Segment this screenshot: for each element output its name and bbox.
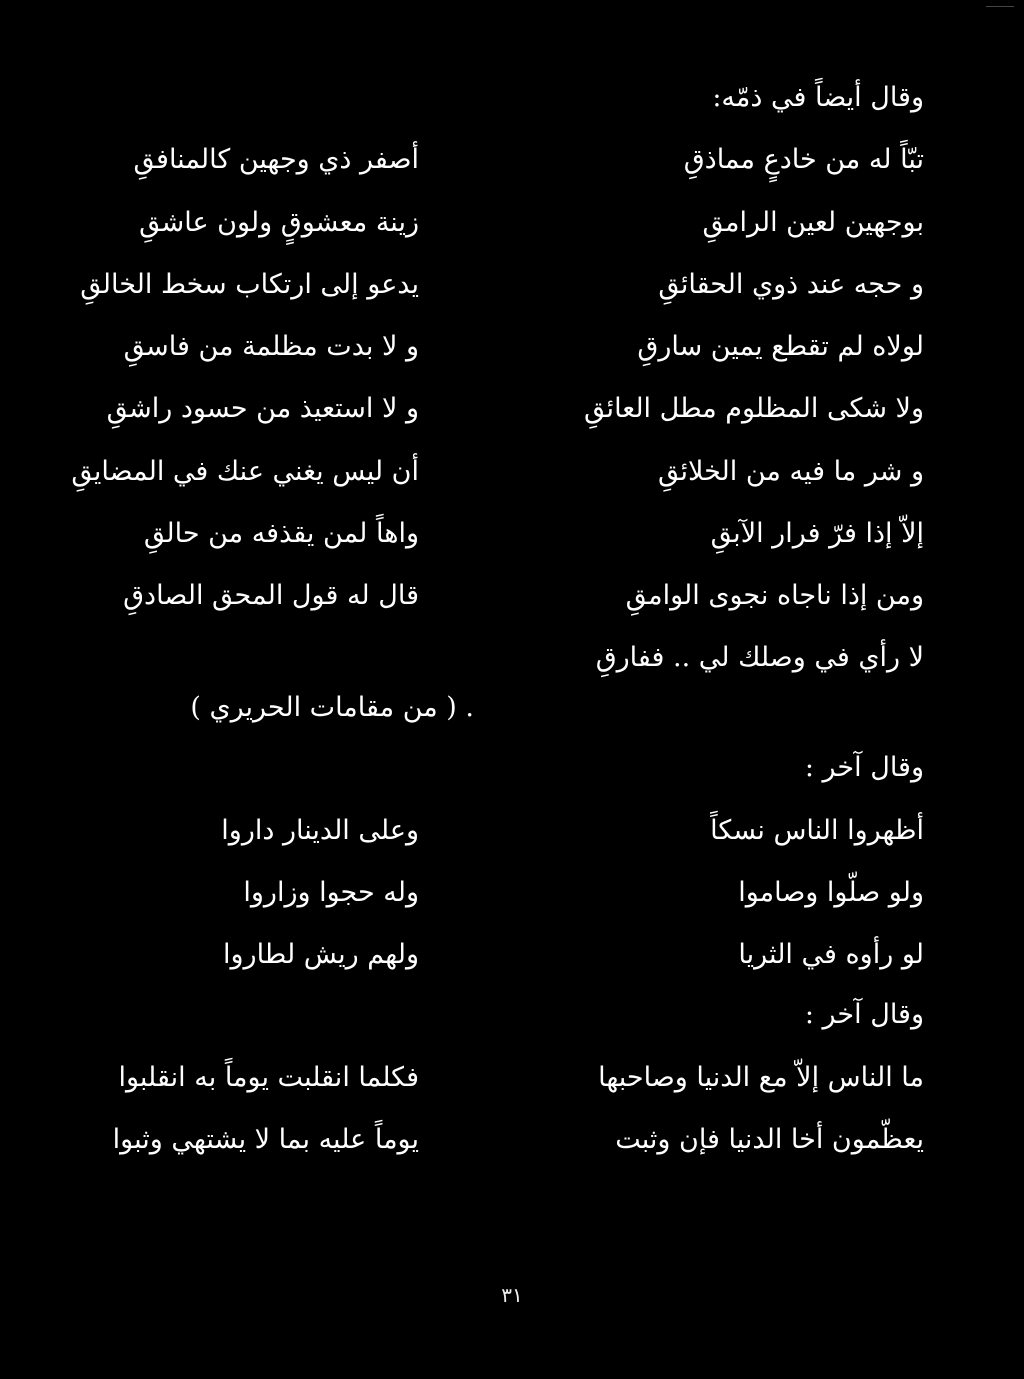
left-verse-line: يوماً عليه بما لا يشتهي وثبوا xyxy=(112,1124,419,1155)
source-citation: . ( من مقامات الحريري ) xyxy=(190,692,474,723)
left-verse-line: واهاً لمن يقذفه من حالقِ xyxy=(143,518,419,549)
right-verse-line: ولا شكى المظلوم مطل العائقِ xyxy=(584,393,924,424)
left-verse-line: فكلما انقلبت يوماً به انقلبوا xyxy=(118,1062,419,1093)
right-verse-line: يعظّمون أخا الدنيا فإن وثبت xyxy=(615,1124,924,1155)
left-verse-line: أصفر ذي وجهين كالمنافقِ xyxy=(133,144,419,175)
left-verse-line: قال له قول المحق الصادقِ xyxy=(123,580,419,611)
right-verse-line: ومن إذا ناجاه نجوى الوامقِ xyxy=(625,580,924,611)
right-verse-line: ما الناس إلاّ مع الدنيا وصاحبها xyxy=(598,1062,924,1093)
poem-heading: وقال آخر : xyxy=(804,752,924,783)
right-verse-line: إلاّ إذا فرّ فرار الآبقِ xyxy=(710,518,924,549)
left-verse-line: و لا استعيذ من حسود راشقِ xyxy=(106,393,419,424)
left-verse-line: و لا بدت مظلمة من فاسقِ xyxy=(123,331,419,362)
edge-mark xyxy=(986,6,1014,7)
left-verse-line: ولهم ريش لطاروا xyxy=(222,939,419,970)
poem-intro-heading: وقال أيضاً في ذمّه: xyxy=(712,82,924,113)
left-verse-line: وله حجوا وزاروا xyxy=(243,877,419,908)
right-verse-line: و شر ما فيه من الخلائقِ xyxy=(657,456,924,487)
right-verse-line: أظهروا الناس نسكاً xyxy=(710,815,924,846)
right-verse-line: ولو صلّوا وصاموا xyxy=(738,877,924,908)
poem-heading: وقال آخر : xyxy=(804,999,924,1030)
left-verse-line: زينة معشوقٍ ولون عاشقِ xyxy=(139,207,419,238)
page-number: ٣١ xyxy=(501,1283,523,1307)
right-verse-line: لا رأي في وصلك لي .. ففارقِ xyxy=(595,642,924,673)
right-verse-line: و حجه عند ذوي الحقائقِ xyxy=(658,269,924,300)
left-verse-line: أن ليس يغني عنك في المضايقِ xyxy=(71,456,419,487)
right-verse-line: لو رأوه في الثريا xyxy=(738,939,924,970)
right-verse-line: تبّاً له من خادعٍ مماذقِ xyxy=(683,144,924,175)
left-verse-line: يدعو إلى ارتكاب سخط الخالقِ xyxy=(80,269,419,300)
left-verse-line: وعلى الدينار داروا xyxy=(221,815,419,846)
right-verse-line: بوجهين لعين الرامقِ xyxy=(702,207,924,238)
right-verse-line: لولاه لم تقطع يمين سارقِ xyxy=(637,331,924,362)
